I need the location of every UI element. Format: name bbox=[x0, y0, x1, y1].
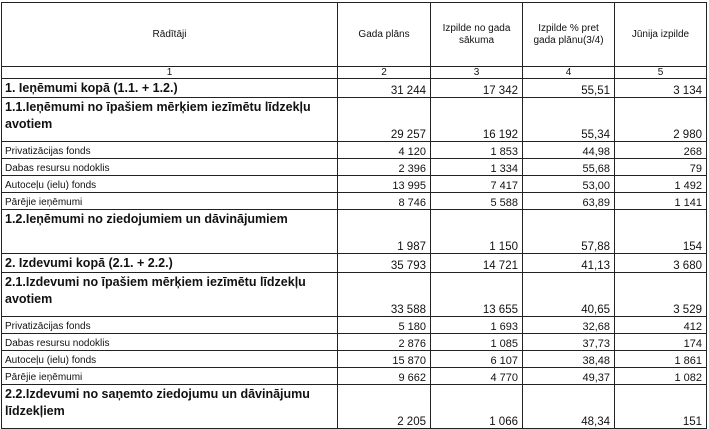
header-row bbox=[2, 3, 707, 67]
cell-percent: 63,89 bbox=[523, 193, 615, 210]
row-label: 2. Izdevumi kopā (2.1. + 2.2.) bbox=[2, 254, 338, 273]
table-row bbox=[2, 368, 707, 385]
table-row bbox=[2, 273, 707, 317]
row-label: Pārējie ieņēmumi bbox=[2, 368, 338, 385]
row-label: Dabas resursu nodoklis bbox=[2, 334, 338, 351]
cell-ytd: 5 588 bbox=[431, 193, 523, 210]
cell-ytd: 14 721 bbox=[431, 254, 523, 273]
cell-june: 1 492 bbox=[615, 176, 707, 193]
cell-june: 174 bbox=[615, 334, 707, 351]
table-row bbox=[2, 210, 707, 254]
cell-percent: 32,68 bbox=[523, 317, 615, 334]
cell-june: 151 bbox=[615, 385, 707, 429]
cell-percent: 55,51 bbox=[523, 79, 615, 98]
cell-plan: 1 987 bbox=[338, 210, 431, 254]
cell-plan: 33 588 bbox=[338, 273, 431, 317]
header-june-execution: Jūnija izpilde bbox=[615, 3, 707, 67]
row-label: Autoceļu (ielu) fonds bbox=[2, 176, 338, 193]
cell-percent: 53,00 bbox=[523, 176, 615, 193]
cell-ytd: 13 655 bbox=[431, 273, 523, 317]
cell-ytd: 1 066 bbox=[431, 385, 523, 429]
row-label: Dabas resursu nodoklis bbox=[2, 159, 338, 176]
cell-plan: 31 244 bbox=[338, 79, 431, 98]
header-execution-percent: Izpilde % pret gada plānu(3/4) bbox=[523, 3, 615, 67]
table-row bbox=[2, 176, 707, 193]
cell-percent: 38,48 bbox=[523, 351, 615, 368]
column-number: 5 bbox=[615, 67, 707, 79]
cell-june: 3 680 bbox=[615, 254, 707, 273]
cell-plan: 35 793 bbox=[338, 254, 431, 273]
table-row bbox=[2, 79, 707, 98]
cell-june: 268 bbox=[615, 142, 707, 159]
column-number-row bbox=[2, 67, 707, 79]
cell-plan: 29 257 bbox=[338, 98, 431, 142]
cell-ytd: 16 192 bbox=[431, 98, 523, 142]
cell-june: 1 082 bbox=[615, 368, 707, 385]
cell-percent: 44,98 bbox=[523, 142, 615, 159]
cell-june: 3 529 bbox=[615, 273, 707, 317]
header-annual-plan: Gada plāns bbox=[338, 3, 431, 67]
row-label: 1.1.Ieņēmumi no īpašiem mērķiem iezīmētu līdzekļu avotiem bbox=[2, 98, 338, 142]
cell-ytd: 4 770 bbox=[431, 368, 523, 385]
cell-ytd: 1 334 bbox=[431, 159, 523, 176]
cell-percent: 37,73 bbox=[523, 334, 615, 351]
table-row bbox=[2, 159, 707, 176]
cell-ytd: 1 085 bbox=[431, 334, 523, 351]
cell-june: 412 bbox=[615, 317, 707, 334]
cell-plan: 5 180 bbox=[338, 317, 431, 334]
row-label: 1.2.Ieņēmumi no ziedojumiem un dāvinājumiem bbox=[2, 210, 338, 254]
cell-plan: 2 876 bbox=[338, 334, 431, 351]
row-label: 1. Ieņēmumi kopā (1.1. + 1.2.) bbox=[2, 79, 338, 98]
cell-june: 2 980 bbox=[615, 98, 707, 142]
cell-plan: 2 205 bbox=[338, 385, 431, 429]
table-row bbox=[2, 351, 707, 368]
cell-ytd: 7 417 bbox=[431, 176, 523, 193]
row-label: Privatizācijas fonds bbox=[2, 142, 338, 159]
column-number: 2 bbox=[338, 67, 431, 79]
row-label: Privatizācijas fonds bbox=[2, 317, 338, 334]
budget-table bbox=[1, 2, 707, 429]
row-label: 2.2.Izdevumi no saņemto ziedojumu un dāvinājumu līdzekļiem bbox=[2, 385, 338, 429]
cell-june: 79 bbox=[615, 159, 707, 176]
cell-plan: 9 662 bbox=[338, 368, 431, 385]
header-indicators: Rādītāji bbox=[2, 3, 338, 67]
cell-percent: 40,65 bbox=[523, 273, 615, 317]
cell-ytd: 17 342 bbox=[431, 79, 523, 98]
header-ytd-execution: Izpilde no gada sākuma bbox=[431, 3, 523, 67]
table-row bbox=[2, 193, 707, 210]
cell-plan: 13 995 bbox=[338, 176, 431, 193]
column-number: 3 bbox=[431, 67, 523, 79]
cell-percent: 48,34 bbox=[523, 385, 615, 429]
cell-percent: 41,13 bbox=[523, 254, 615, 273]
cell-percent: 55,68 bbox=[523, 159, 615, 176]
cell-june: 154 bbox=[615, 210, 707, 254]
cell-plan: 8 746 bbox=[338, 193, 431, 210]
column-number: 1 bbox=[2, 67, 338, 79]
table-row bbox=[2, 334, 707, 351]
cell-june: 1 141 bbox=[615, 193, 707, 210]
row-label: Autoceļu (ielu) fonds bbox=[2, 351, 338, 368]
table-row bbox=[2, 98, 707, 142]
row-label: Pārējie ieņēmumi bbox=[2, 193, 338, 210]
cell-june: 3 134 bbox=[615, 79, 707, 98]
cell-ytd: 1 693 bbox=[431, 317, 523, 334]
cell-plan: 4 120 bbox=[338, 142, 431, 159]
column-number: 4 bbox=[523, 67, 615, 79]
cell-plan: 2 396 bbox=[338, 159, 431, 176]
cell-percent: 55,34 bbox=[523, 98, 615, 142]
cell-percent: 49,37 bbox=[523, 368, 615, 385]
table-row bbox=[2, 254, 707, 273]
cell-ytd: 1 853 bbox=[431, 142, 523, 159]
table-row bbox=[2, 142, 707, 159]
cell-plan: 15 870 bbox=[338, 351, 431, 368]
cell-percent: 57,88 bbox=[523, 210, 615, 254]
cell-june: 1 861 bbox=[615, 351, 707, 368]
cell-ytd: 6 107 bbox=[431, 351, 523, 368]
table-row bbox=[2, 317, 707, 334]
row-label: 2.1.Izdevumi no īpašiem mērķiem iezīmētu līdzekļu avotiem bbox=[2, 273, 338, 317]
cell-ytd: 1 150 bbox=[431, 210, 523, 254]
